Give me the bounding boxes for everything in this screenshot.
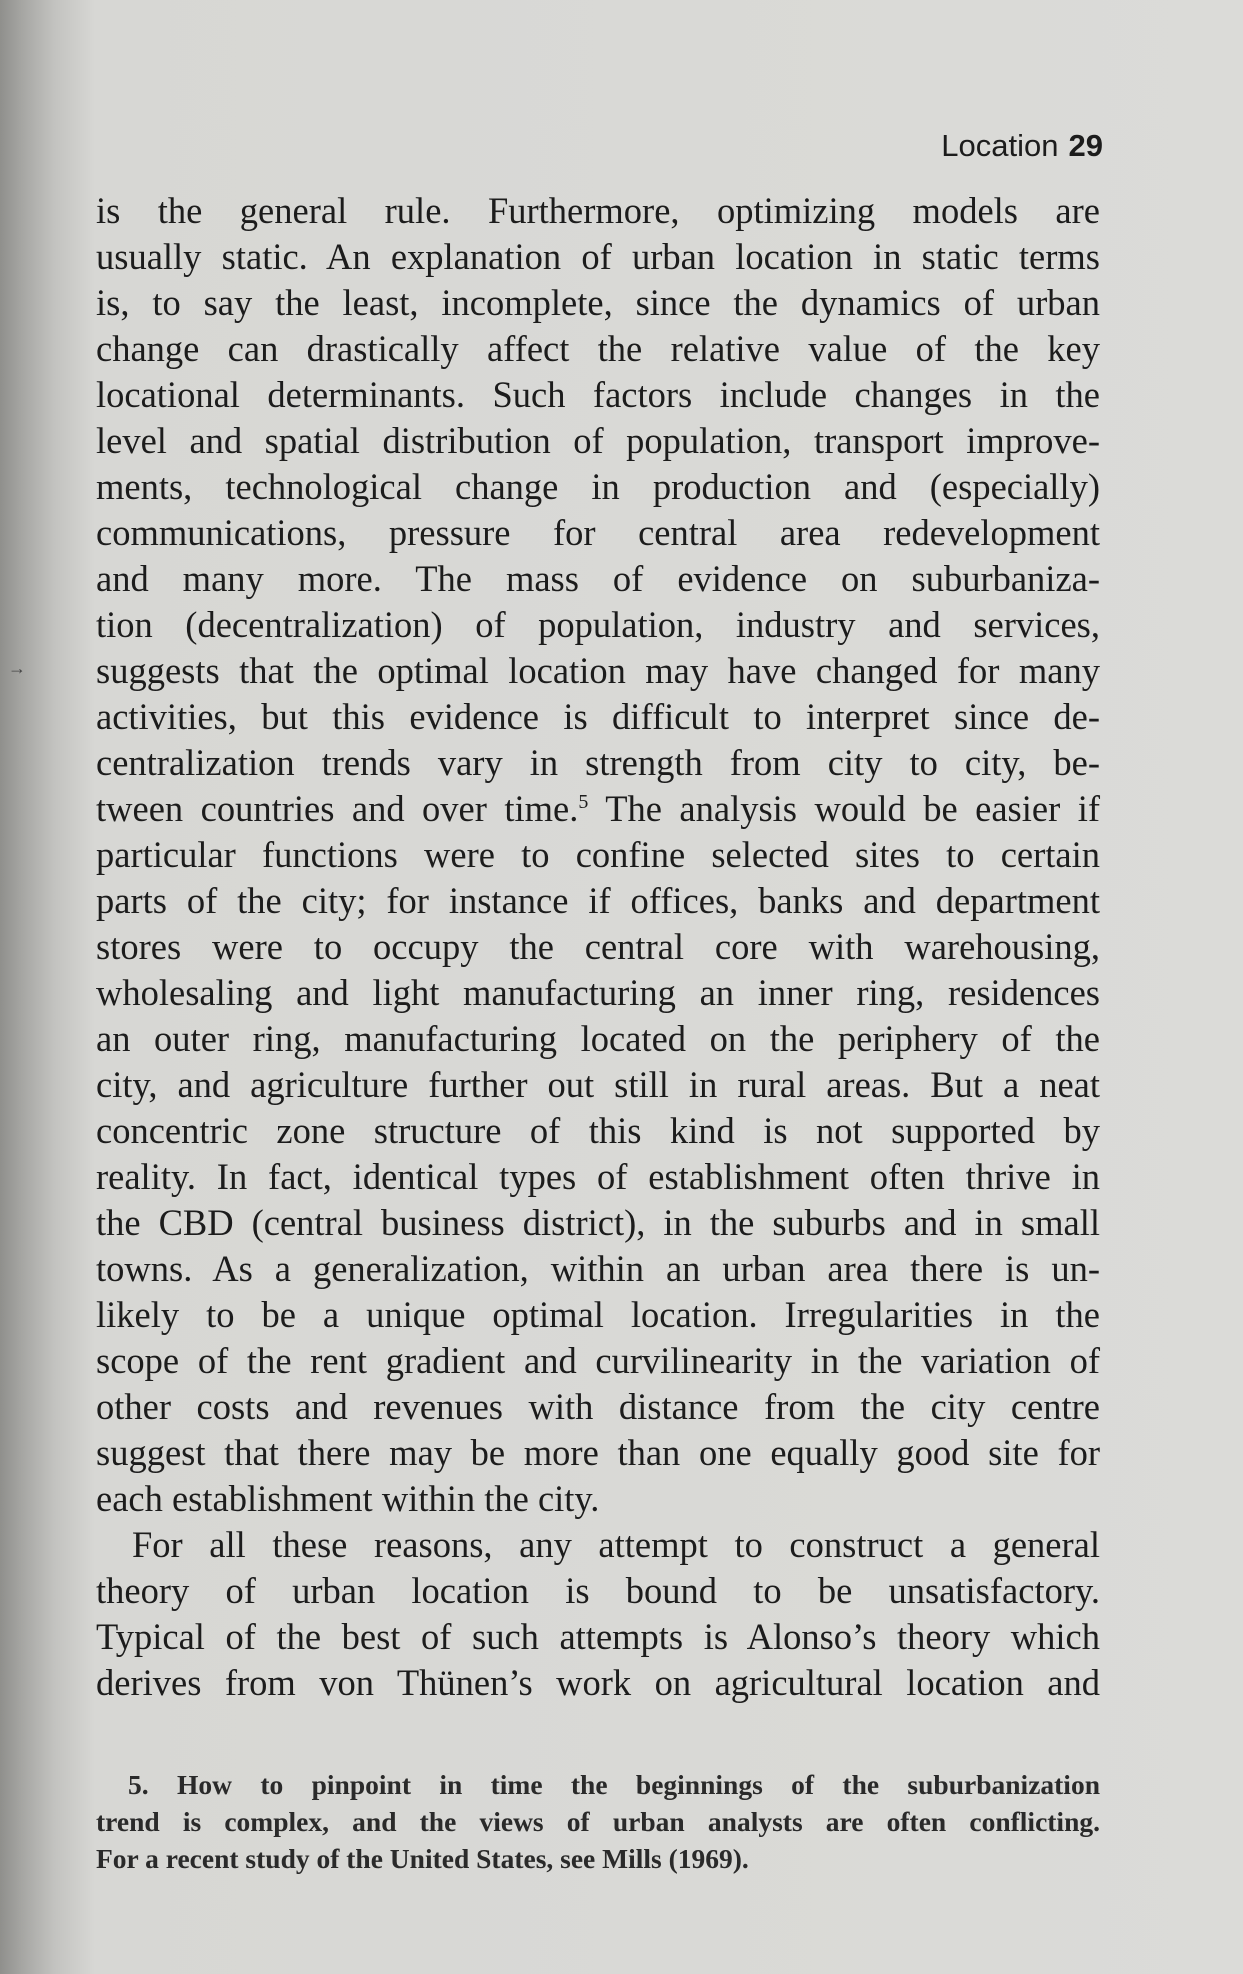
text-line: For all these reasons, any attempt to construct a general	[132, 1524, 1100, 1565]
text-line: towns. As a generalization, within an urban area there is un-	[96, 1248, 1100, 1289]
text-line: scope of the rent gradient and curvilinearity in the variation of	[96, 1340, 1100, 1381]
text-line: parts of the city; for instance if offices, banks and department	[96, 880, 1100, 921]
text-line: likely to be a unique optimal location. Irregularities in the	[96, 1294, 1100, 1335]
text-line: tion (decentralization) of population, industry and services,	[96, 604, 1100, 645]
text-line: Typical of the best of such attempts is Alonso’s theory which	[96, 1616, 1100, 1657]
text-segment: The analysis would be easier if	[588, 788, 1100, 829]
text-line: change can drastically affect the relative value of the key	[96, 328, 1100, 369]
text-line: particular functions were to confine selected sites to certain	[96, 834, 1100, 875]
text-line: concentric zone structure of this kind is not supported by	[96, 1110, 1100, 1151]
text-line: level and spatial distribution of population, transport improve-	[96, 420, 1100, 461]
text-line: reality. In fact, identical types of establishment often thrive in	[96, 1156, 1100, 1197]
text-line: centralization trends vary in strength from city to city, be-	[96, 742, 1100, 783]
text-line: the CBD (central business district), in the suburbs and in small	[96, 1202, 1100, 1243]
text-line: communications, pressure for central area redevelopment	[96, 512, 1100, 553]
running-header	[941, 128, 1103, 164]
footnote	[96, 1766, 1100, 1877]
footnote-line: For a recent study of the United States, see Mills (1969).	[96, 1843, 749, 1874]
page-number: 29	[1068, 128, 1103, 163]
text-line: stores were to occupy the central core with warehousing,	[96, 926, 1100, 967]
text-line: suggests that the optimal location may have changed for many	[96, 650, 1100, 691]
footnote-reference: 5	[578, 790, 589, 813]
text-line: other costs and revenues with distance from the city centre	[96, 1386, 1100, 1427]
body-text	[96, 188, 1100, 1706]
text-line: each establishment within the city.	[96, 1478, 600, 1519]
text-line: ments, technological change in production and (especially)	[96, 466, 1100, 507]
text-line: is the general rule. Furthermore, optimizing models are	[96, 190, 1100, 231]
text-line: an outer ring, manufacturing located on the periphery of the	[96, 1018, 1100, 1059]
text-line: locational determinants. Such factors include changes in the	[96, 374, 1100, 415]
footnote-line: 5. How to pinpoint in time the beginnings of the suburbanization	[128, 1769, 1100, 1800]
text-line: derives from von Thünen’s work on agricultural location and	[96, 1662, 1100, 1703]
text-line-with-footnote-ref	[96, 786, 1100, 832]
text-line: city, and agriculture further out still in rural areas. But a neat	[96, 1064, 1100, 1105]
text-line: activities, but this evidence is difficult to interpret since de-	[96, 696, 1100, 737]
text-line: wholesaling and light manufacturing an inner ring, residences	[96, 972, 1100, 1013]
footnote-line: trend is complex, and the views of urban analysts are often conflicting.	[96, 1806, 1100, 1837]
text-line: suggest that there may be more than one equally good site for	[96, 1432, 1100, 1473]
text-line: is, to say the least, incomplete, since the dynamics of urban	[96, 282, 1100, 323]
text-line: theory of urban location is bound to be unsatisfactory.	[96, 1570, 1100, 1611]
text-line: and many more. The mass of evidence on suburbaniza-	[96, 558, 1100, 599]
text-line: usually static. An explanation of urban location in static terms	[96, 236, 1100, 277]
header-title: Location	[941, 128, 1059, 163]
margin-mark: →	[8, 658, 26, 678]
text-segment: tween countries and over time.	[96, 788, 579, 829]
